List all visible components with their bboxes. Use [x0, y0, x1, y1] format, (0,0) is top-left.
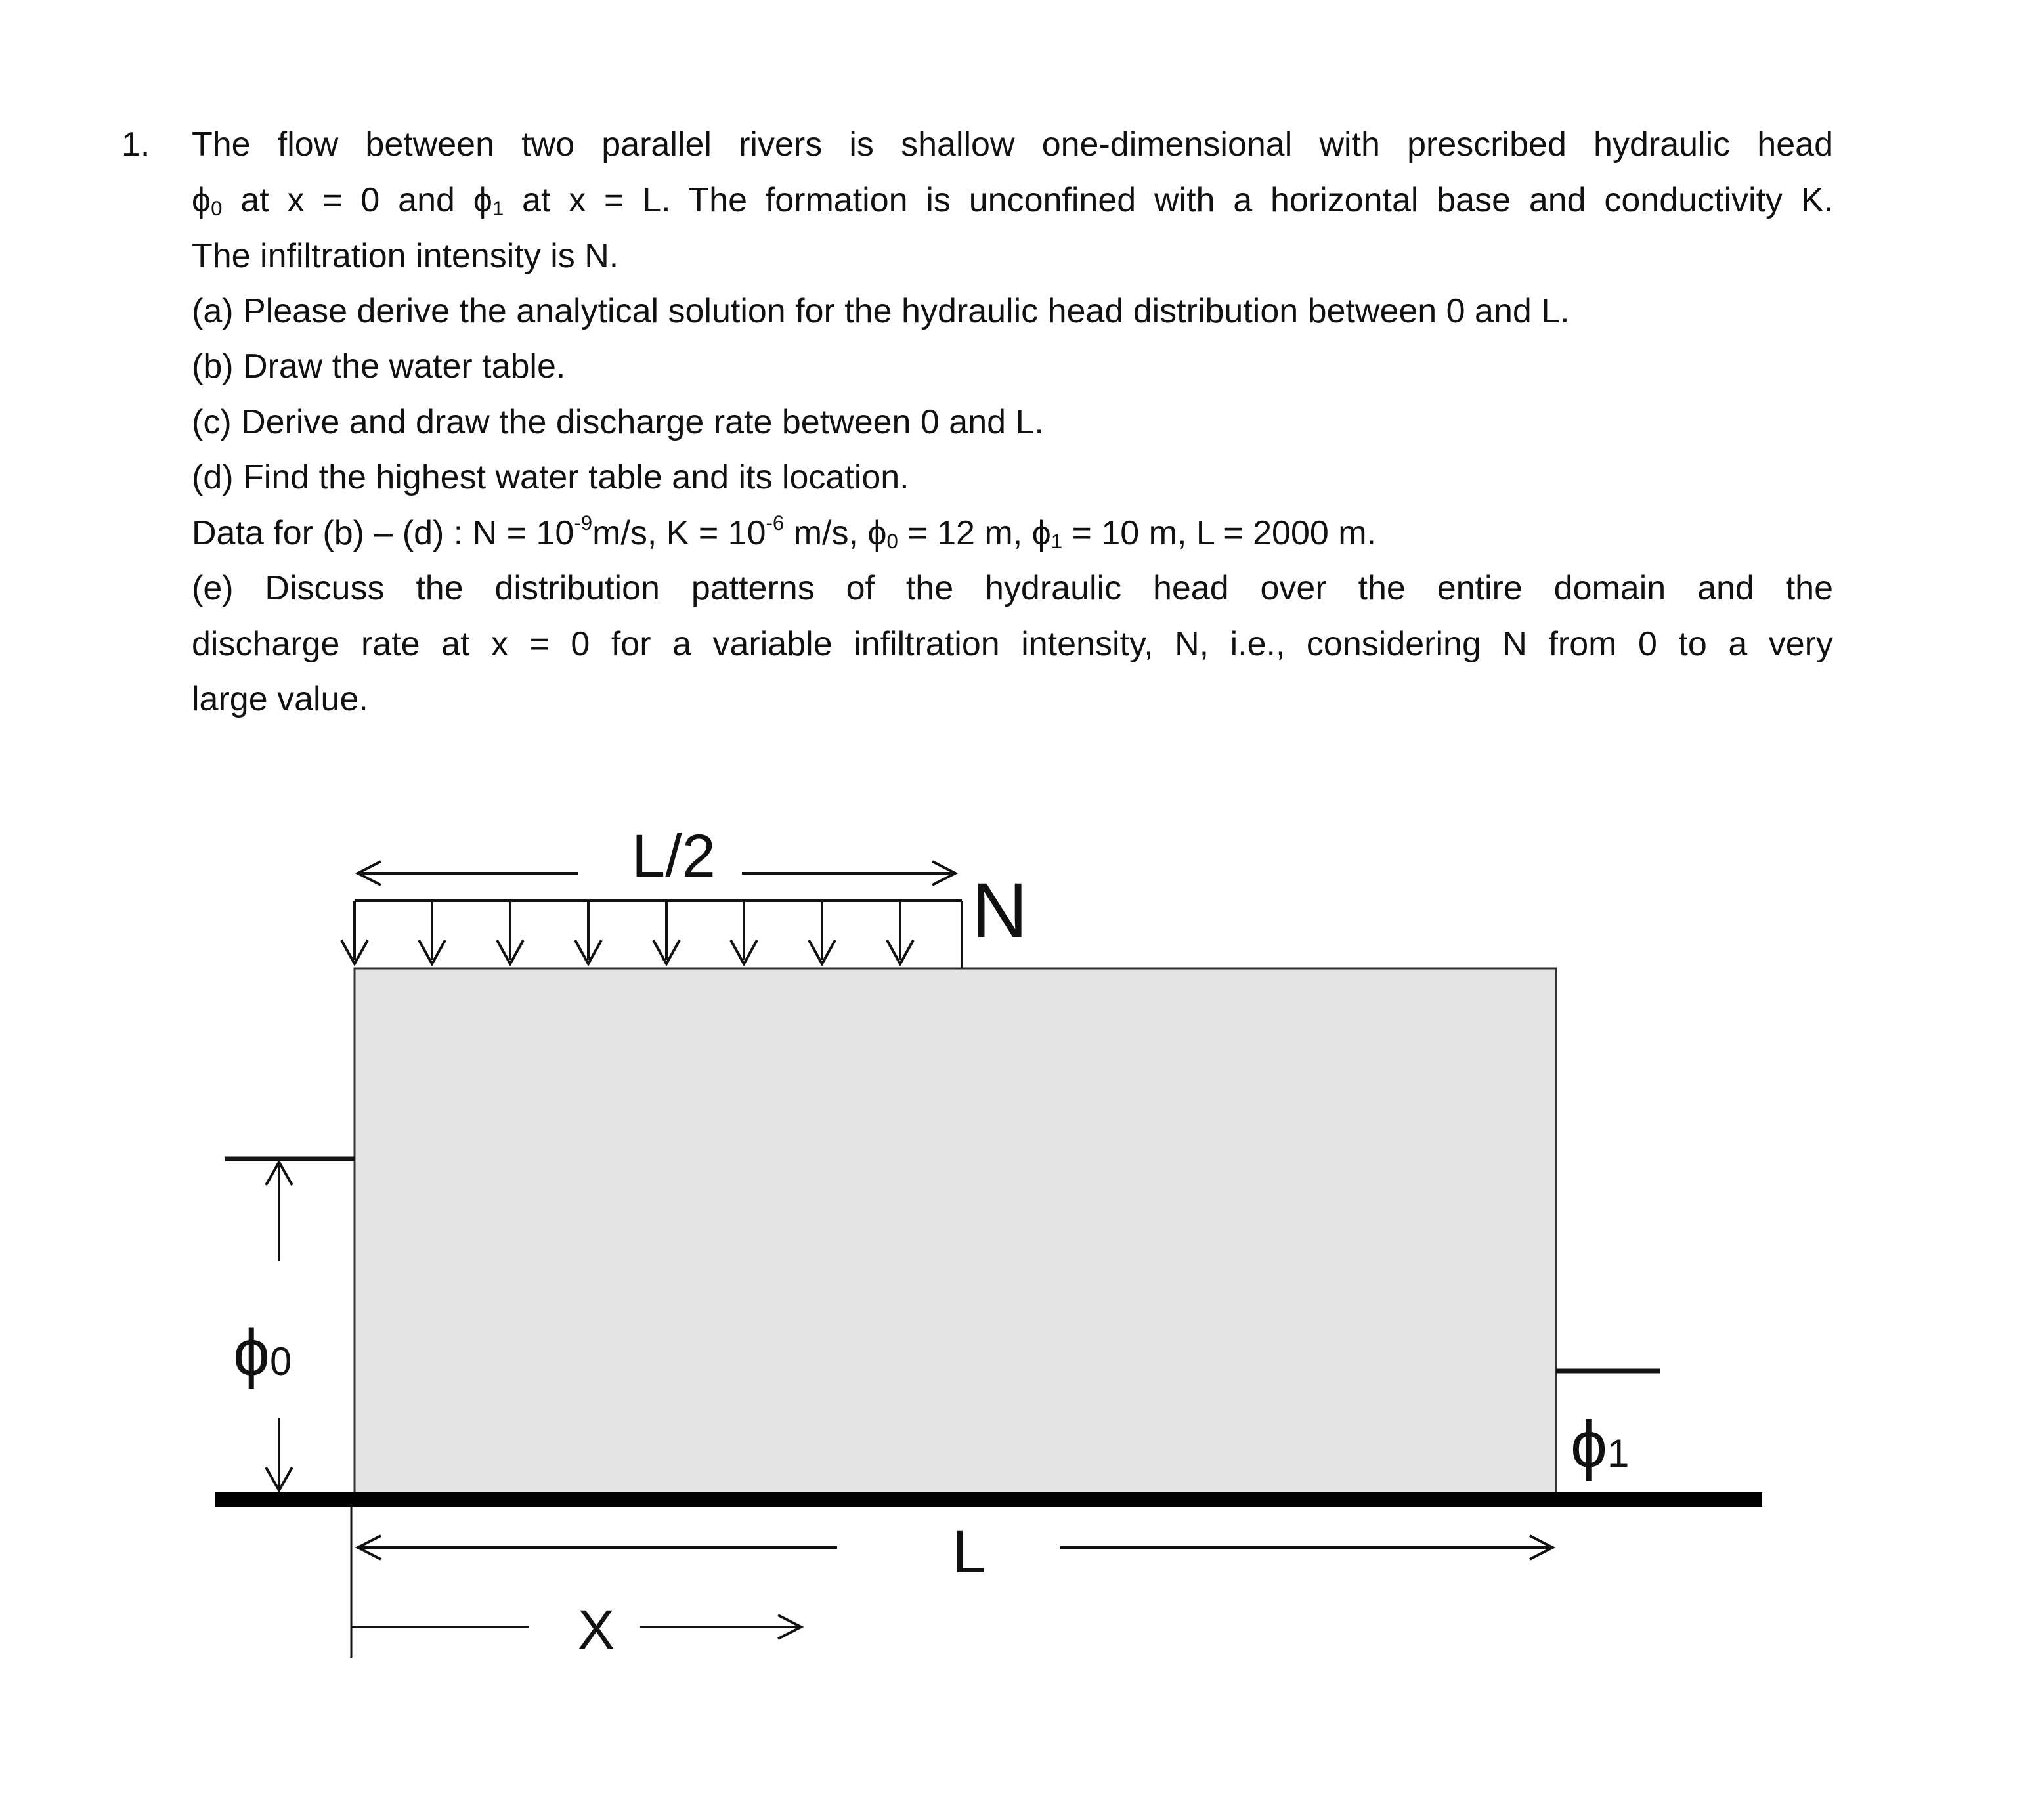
infiltration-arrows	[341, 901, 962, 968]
part-a-text: (a) Please derive the analytical solution for the hydraulic head distribution between 0 and L.	[192, 292, 1570, 330]
part-c-text: (c) Derive and draw the discharge rate between 0 and L.	[192, 403, 1044, 441]
x-coordinate-label: X	[578, 1599, 615, 1660]
data-line: Data for (b) – (d) : $N = 10^{-9}m/s$, $K = 10^{-6}$ m/s, $\phi_0 = 12$ m, $\phi_1 = 10$ m, L = 2000 m.	[192, 511, 1377, 553]
aquifer-body	[355, 968, 1556, 1496]
intro-line-2: $\phi_0$ at x = 0 and $\phi_1$ at x = L. The formation is unconfined with a horizontal base and conductivity K.	[192, 181, 1833, 221]
intro-line-1: The flow between two parallel rivers is shallow one-dimensional with prescribed hydraulic head	[192, 125, 1833, 163]
question-number: 1.	[121, 125, 150, 163]
left-head-label: ϕ0	[233, 1316, 292, 1389]
part-e-line-1: (e) Discuss the distribution patterns of the hydraulic head over the entire domain and the	[192, 569, 1833, 607]
half-length-label: L/2	[632, 823, 716, 890]
length-label: L	[952, 1519, 986, 1586]
part-e-line-2: discharge rate at x = 0 for a variable infiltration intensity, N, i.e., considering N from 0 to a very	[192, 625, 1833, 663]
infiltration-label: N	[972, 867, 1028, 954]
part-e-line-3: large value.	[192, 680, 368, 718]
part-d-text: (d) Find the highest water table and its location.	[192, 458, 909, 496]
intro-line-3: The infiltration intensity is N.	[192, 237, 619, 275]
right-head-label: ϕ1	[1570, 1408, 1630, 1481]
part-b-text: (b) Draw the water table.	[192, 347, 566, 385]
x-coordinate-axis	[351, 1504, 801, 1658]
